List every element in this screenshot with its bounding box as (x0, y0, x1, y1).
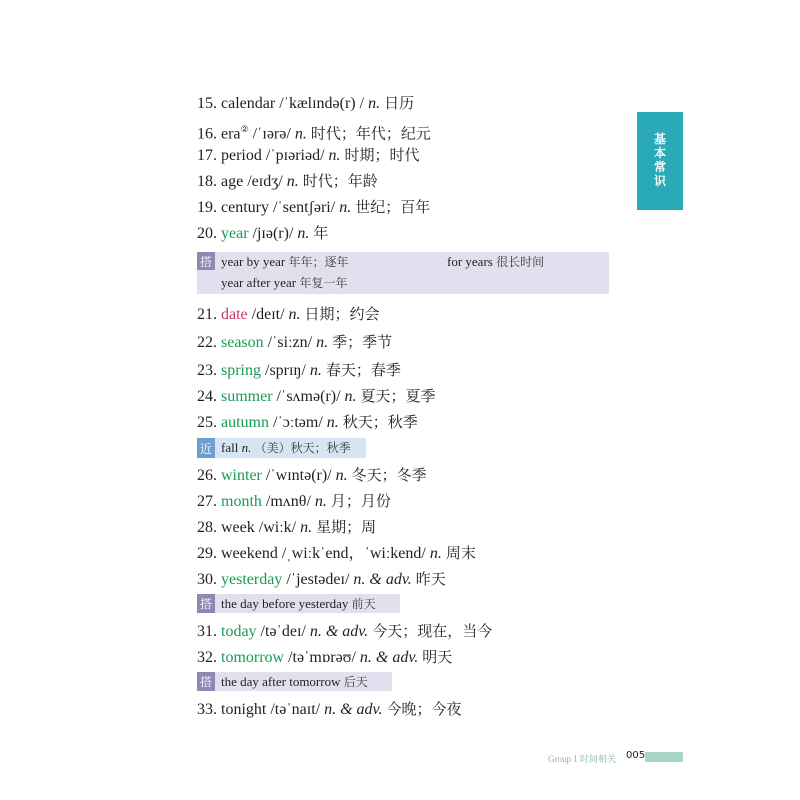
entry-phonetic: /ˈwɪntə(r)/ (265, 467, 332, 484)
entry-phonetic: /ˈɪərə/ (252, 125, 291, 143)
entry-word: date (221, 306, 248, 323)
entry-word: period (221, 147, 262, 164)
entry-phonetic: /sprɪŋ/ (265, 362, 306, 379)
entry-phonetic: /ˈsiːzn/ (267, 334, 313, 351)
entry-word: weekend (221, 545, 278, 562)
footer-group (548, 752, 616, 765)
vocab-entry (197, 647, 452, 667)
collocation-box (197, 594, 400, 613)
entry-phonetic: /ˈsentʃəri/ (272, 199, 336, 216)
entry-number: 17. (197, 147, 217, 164)
entry-pos: n. (335, 467, 348, 484)
phrase-en: fall (221, 440, 239, 455)
entry-word: yesterday (221, 571, 283, 588)
entry-meaning: 时代；年代；纪元 (310, 124, 431, 143)
entry-number: 23. (197, 362, 217, 379)
entry-meaning: 星期；周 (316, 518, 377, 536)
entry-phonetic: /jɪə(r)/ (252, 225, 294, 242)
entry-number: 31. (197, 623, 217, 640)
phrase-en: for years (447, 254, 493, 269)
entry-pos: n. (286, 173, 299, 190)
entry-phonetic: /deɪt/ (251, 306, 285, 323)
section-tab-char: 本 (653, 146, 666, 160)
phrase-cn: 年复一年 (299, 276, 348, 290)
entry-phonetic: /ˌwiːkˈend，ˈwiːkend/ (281, 545, 426, 562)
collocation-badge: 搭 (197, 594, 215, 613)
entry-meaning: 今天；现在，当今 (372, 622, 493, 640)
phrase-en: the day before yesterday (221, 596, 349, 611)
phrase-cn: 前天 (351, 597, 376, 611)
entry-pos: n. & adv. (324, 701, 383, 718)
entry-pos: n. & adv. (359, 649, 419, 666)
entry-pos: n. (288, 306, 301, 323)
entry-meaning: 年 (313, 224, 329, 242)
section-tab-char: 基 (653, 132, 666, 146)
entry-number: 19. (197, 199, 217, 216)
entry-word: era (221, 125, 241, 143)
entry-number: 30. (197, 571, 217, 588)
vocab-entry (197, 145, 420, 165)
entry-meaning: 世纪；百年 (355, 198, 431, 216)
collocation-line (221, 674, 368, 690)
entry-word: winter (221, 467, 262, 484)
entry-phonetic: /wiːk/ (258, 519, 297, 536)
entry-word: age (221, 173, 244, 190)
collocation-line (221, 254, 349, 270)
entry-number: 28. (197, 519, 217, 536)
footer-group-label: Group 1 (548, 754, 578, 764)
vocab-entry (197, 465, 427, 485)
entry-pos: n. (314, 493, 327, 510)
collocation-box (197, 672, 392, 691)
entry-meaning: 今晚；今夜 (386, 700, 462, 718)
page-number: 005 (626, 750, 646, 761)
vocab-entry (197, 304, 380, 324)
entry-word: calendar (221, 95, 276, 112)
entry-word: autumn (221, 414, 269, 431)
footer-group-title: 时间相关 (580, 755, 617, 765)
entry-phonetic: /ˈsʌmə(r)/ (276, 388, 341, 405)
entry-pos: n. (429, 545, 442, 562)
vocab-entry (197, 223, 328, 243)
vocab-entry (197, 569, 446, 589)
vocab-entry (197, 197, 430, 217)
entry-pos: n. (339, 199, 352, 216)
entry-phonetic: /təˈdeɪ/ (260, 623, 306, 640)
entry-number: 25. (197, 414, 217, 431)
entry-word: summer (221, 388, 273, 405)
entry-word: tomorrow (221, 649, 285, 666)
entry-footnote-mark: ② (240, 124, 249, 134)
collocation-box (197, 252, 609, 294)
entry-number: 21. (197, 306, 217, 323)
entry-phonetic: /ˈpɪəriəd/ (265, 147, 325, 164)
section-tab-char: 识 (653, 174, 666, 188)
entry-number: 22. (197, 334, 217, 351)
vocab-entry (197, 360, 401, 380)
collocation-line (221, 596, 376, 612)
vocab-entry (197, 699, 461, 719)
vocab-entry (197, 491, 391, 511)
entry-meaning: 日期；约会 (304, 305, 380, 323)
phrase-pos: n. (241, 440, 252, 455)
entry-word: season (221, 334, 264, 351)
phrase-cn: 年年；逐年 (288, 255, 349, 269)
entry-meaning: 明天 (422, 648, 453, 666)
vocab-entry (197, 93, 414, 113)
phrase-en: the day after tomorrow (221, 674, 341, 689)
entry-pos: n. (294, 125, 307, 143)
entry-meaning: 季；季节 (332, 333, 393, 351)
entry-meaning: 周末 (445, 544, 476, 562)
entry-number: 33. (197, 701, 217, 718)
entry-phonetic: /ˈkælɪndə(r) / (279, 95, 365, 112)
footer-bar (645, 752, 683, 762)
entry-meaning: 时期；时代 (344, 146, 420, 164)
entry-number: 24. (197, 388, 217, 405)
entry-word: spring (221, 362, 261, 379)
vocab-entry (197, 171, 378, 191)
entry-meaning: 春天；春季 (325, 361, 401, 379)
entry-meaning: 冬天；冬季 (351, 466, 427, 484)
phrase-cn: 后天 (343, 675, 368, 689)
entry-word: tonight (221, 701, 267, 718)
entry-pos: n. (326, 414, 339, 431)
section-tab (637, 112, 683, 210)
entry-phonetic: /ˈɔːtəm/ (273, 414, 323, 431)
entry-pos: n. & adv. (309, 623, 369, 640)
vocab-entry (197, 119, 431, 143)
entry-phonetic: /təˈmɒrəʊ/ (288, 649, 356, 666)
entry-number: 16. (197, 125, 217, 143)
entry-meaning: 时代；年龄 (302, 172, 378, 190)
collocation-badge: 搭 (197, 672, 215, 691)
phrase-cn: 很长时间 (496, 255, 545, 269)
phrase-cn: （美）秋天；秋季 (254, 441, 351, 455)
phrase-en: year after year (221, 275, 297, 290)
entry-meaning: 秋天；秋季 (342, 413, 418, 431)
entry-word: week (221, 519, 255, 536)
entry-phonetic: /təˈnaɪt/ (270, 701, 321, 718)
entry-number: 20. (197, 225, 217, 242)
vocab-entry (197, 543, 476, 563)
entry-number: 26. (197, 467, 217, 484)
entry-number: 27. (197, 493, 217, 510)
vocab-entry (197, 621, 492, 641)
vocab-entry (197, 332, 392, 352)
collocation-line (221, 275, 347, 291)
entry-pos: n. (316, 334, 329, 351)
entry-meaning: 夏天；夏季 (360, 387, 436, 405)
entry-pos: n. (328, 147, 341, 164)
entry-number: 15. (197, 95, 217, 112)
vocab-entry (197, 412, 418, 432)
entry-number: 32. (197, 649, 217, 666)
entry-pos: n. (300, 519, 313, 536)
entry-word: century (221, 199, 269, 216)
entry-pos: n. (309, 362, 322, 379)
synonym-line (221, 440, 351, 456)
entry-phonetic: /ˈjestədeɪ/ (286, 571, 350, 588)
synonym-badge: 近 (197, 438, 215, 458)
entry-word: month (221, 493, 262, 510)
vocab-entry (197, 386, 436, 406)
entry-meaning: 月；月份 (330, 492, 391, 510)
synonym-box (197, 438, 366, 458)
entry-number: 18. (197, 173, 217, 190)
collocation-badge: 搭 (197, 252, 215, 270)
entry-pos: n. (368, 95, 381, 112)
entry-pos: n. (344, 388, 357, 405)
entry-pos: n. (297, 225, 310, 242)
entry-word: year (221, 225, 249, 242)
vocab-entry (197, 517, 376, 537)
collocation-line (447, 254, 544, 270)
phrase-en: year by year (221, 254, 286, 269)
entry-meaning: 昨天 (415, 570, 446, 588)
entry-meaning: 日历 (384, 94, 415, 112)
entry-number: 29. (197, 545, 217, 562)
entry-pos: n. & adv. (353, 571, 412, 588)
entry-phonetic: /eɪdʒ/ (247, 173, 283, 190)
entry-word: today (221, 623, 257, 640)
entry-phonetic: /mʌnθ/ (265, 493, 311, 510)
section-tab-char: 常 (653, 160, 666, 174)
